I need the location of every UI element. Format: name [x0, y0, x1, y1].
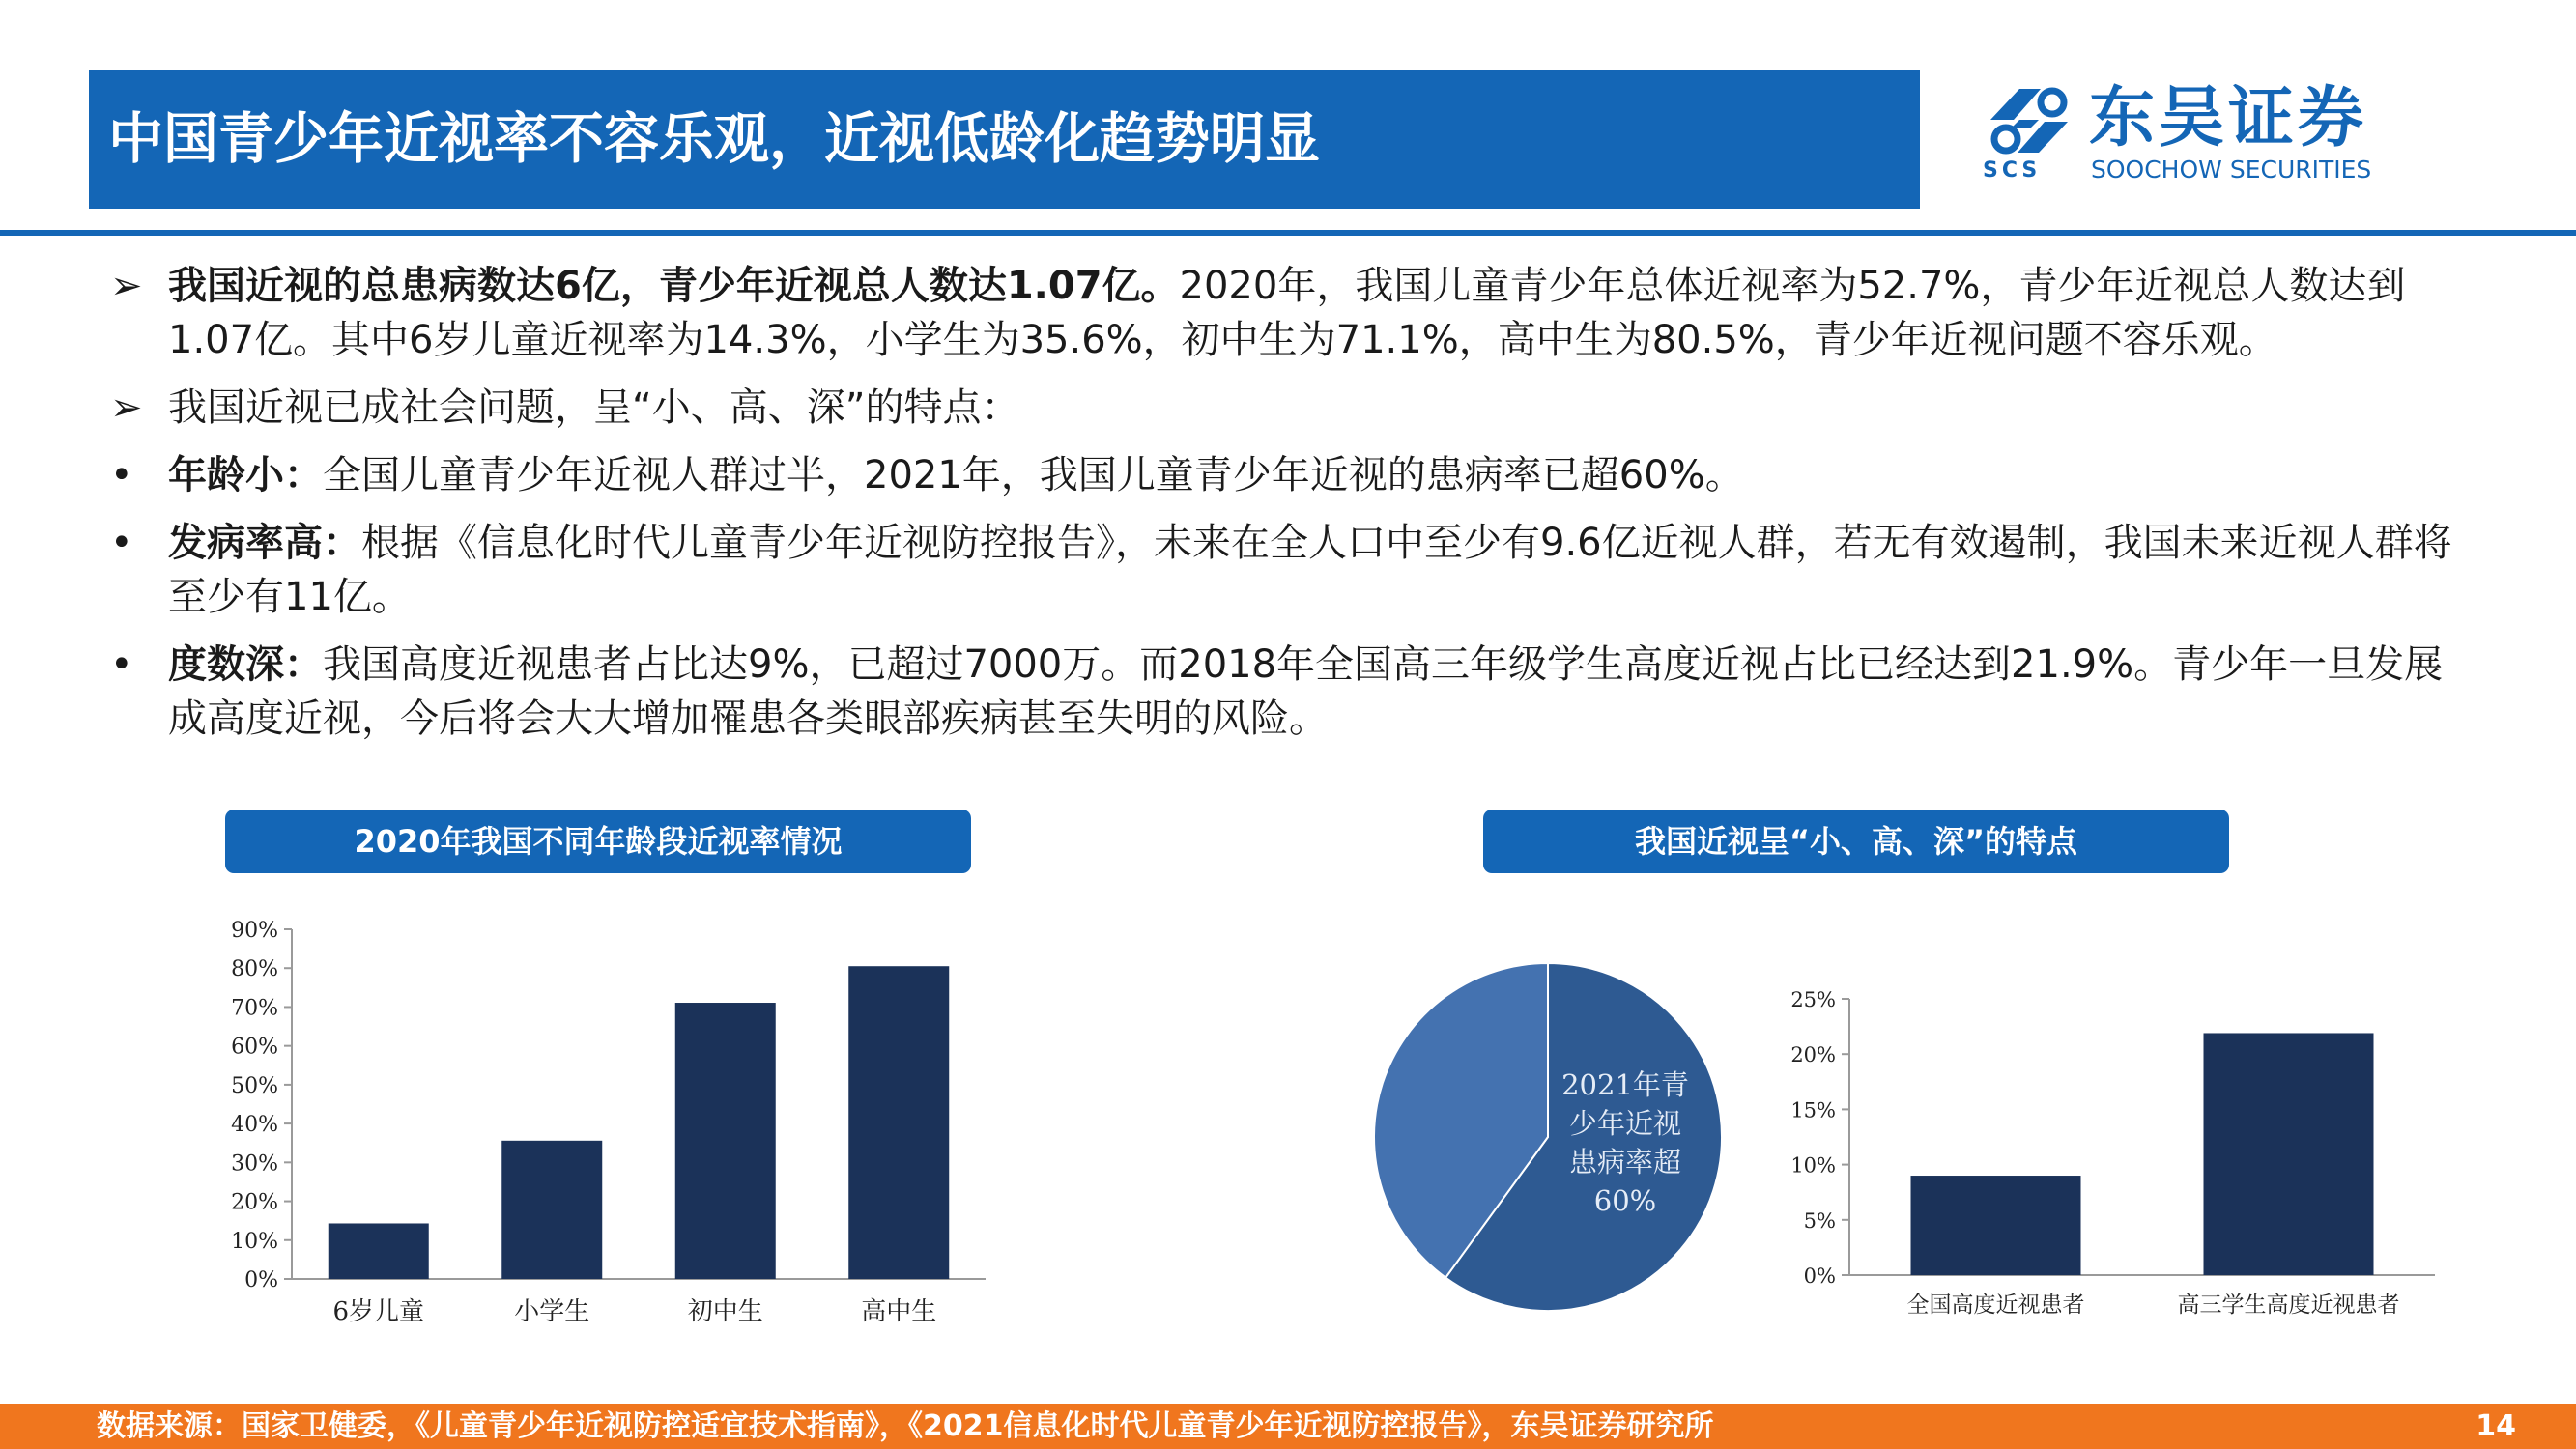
bar [675, 1003, 776, 1279]
dot-bullet-icon: • [110, 521, 133, 565]
company-logo [1981, 81, 2425, 187]
header-divider [0, 230, 2576, 236]
logo-name-cn: 东吴证券 [2089, 80, 2368, 156]
logo-name-en: SOOCHOW SECURITIES [2091, 156, 2372, 184]
y-tick-label: 10% [1790, 1153, 1836, 1178]
bullet-list [104, 259, 2481, 759]
bullet-item [104, 516, 2481, 624]
pie-label: 2021年青 [1561, 1068, 1689, 1101]
bullet-heading: 发病率高： [168, 521, 361, 565]
data-source: 数据来源：国家卫健委，《儿童青少年近视防控适宜技术指南》，《2021信息化时代儿童青少年近视防控报告》，东吴证券研究所 [97, 1409, 1714, 1443]
myopia-pie-chart [1362, 952, 1749, 1319]
bullet-text: 我国近视已成社会问题，呈“小、高、深”的特点： [168, 385, 1020, 430]
pie-label: 少年近视 [1568, 1107, 1682, 1140]
bar [848, 966, 949, 1279]
y-tick-label: 70% [231, 996, 278, 1021]
bullet-item [104, 638, 2481, 746]
x-tick-label: 初中生 [687, 1297, 763, 1326]
y-tick-label: 30% [231, 1151, 278, 1177]
pie-label: 患病率超 [1568, 1146, 1682, 1179]
arrow-bullet-icon: ➢ [110, 385, 143, 430]
x-tick-label: 高中生 [861, 1297, 937, 1326]
high-myopia-bar-chart [1768, 976, 2464, 1333]
bar [501, 1141, 602, 1279]
arrow-bullet-icon: ➢ [110, 264, 143, 308]
y-tick-label: 90% [231, 919, 278, 943]
bar [329, 1223, 429, 1279]
bar [2204, 1033, 2374, 1275]
dot-bullet-icon: • [110, 453, 133, 497]
bullet-text: 全国儿童青少年近视人群过半，2021年，我国儿童青少年近视的患病率已超60%。 [323, 453, 1744, 497]
footer-bar [0, 1404, 2576, 1449]
y-tick-label: 40% [231, 1113, 278, 1138]
y-tick-label: 20% [231, 1190, 278, 1215]
y-tick-label: 50% [231, 1073, 278, 1098]
bullet-heading: 度数深： [168, 642, 323, 687]
dot-bullet-icon: • [110, 642, 133, 687]
y-tick-label: 0% [244, 1268, 278, 1293]
title-bar [89, 70, 1920, 209]
y-tick-label: 80% [231, 957, 278, 982]
pie-label: 60% [1593, 1184, 1657, 1217]
y-tick-label: 10% [231, 1229, 278, 1254]
y-tick-label: 25% [1790, 988, 1836, 1011]
y-tick-label: 60% [231, 1035, 278, 1060]
bullet-heading: 我国近视的总患病数达6亿，青少年近视总人数达1.07亿。 [168, 264, 1180, 308]
bullet-text: 根据《信息化时代儿童青少年近视防控报告》，未来在全人口中至少有9.6亿近视人群，若无有效遏制，我国未来近视人群将至少有11亿。 [168, 521, 2452, 619]
bullet-text: 我国高度近视患者占比达9%，已超过7000万。而2018年全国高三年级学生高度近视占比已经达到21.9%。青少年一旦发展成高度近视，今后将会大大增加罹患各类眼部疾病甚至失明的风险。 [168, 642, 2444, 741]
age-myopia-bar-chart [222, 908, 1015, 1333]
bullet-item [104, 259, 2481, 367]
bullet-item [104, 448, 2481, 502]
y-tick-label: 0% [1803, 1264, 1836, 1288]
x-tick-label: 全国高度近视患者 [1906, 1293, 2085, 1318]
x-tick-label: 6岁儿童 [332, 1297, 425, 1326]
x-tick-label: 高三学生高度近视患者 [2177, 1293, 2400, 1318]
logo-abbr: SCS [1983, 158, 2042, 183]
right-panel-title: 我国近视呈“小、高、深”的特点 [1483, 810, 2229, 873]
y-tick-label: 20% [1790, 1043, 1836, 1067]
y-tick-label: 15% [1790, 1098, 1836, 1122]
page-number: 14 [2476, 1409, 2516, 1443]
bullet-heading: 年龄小： [168, 453, 323, 497]
left-panel-title: 2020年我国不同年龄段近视率情况 [225, 810, 971, 873]
page-title: 中国青少年近视率不容乐观，近视低龄化趋势明显 [108, 107, 1320, 171]
bullet-text: 2020年，我国儿童青少年总体近视率为52.7%，青少年近视总人数达到1.07亿。其中6岁儿童近视率为14.3%，小学生为35.6%，初中生为71.1%，高中生为80.5%，青少年近视问题不容乐观。 [168, 264, 2406, 362]
x-tick-label: 小学生 [514, 1297, 590, 1326]
bullet-item [104, 381, 2481, 435]
logo-mark-icon [1981, 81, 2077, 160]
bar [1911, 1176, 2081, 1275]
y-tick-label: 5% [1803, 1208, 1836, 1233]
